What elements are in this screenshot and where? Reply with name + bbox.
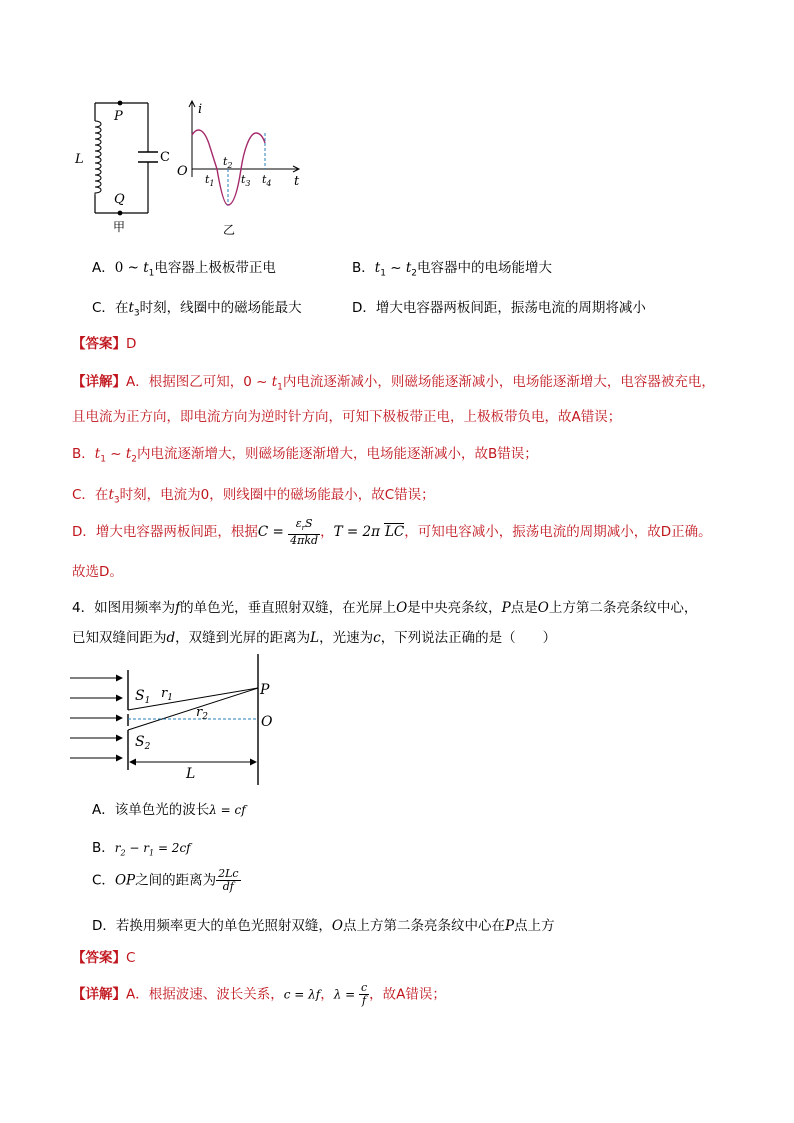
point-p	[118, 101, 123, 106]
q3-option-d: D．增大电容器两板间距，振荡电流的周期将减小	[352, 300, 646, 316]
q4-stem-line2: 已知双缝间距为d，双缝到光屏的距离为L，光速为c，下列说法正确的是（ ）	[72, 630, 557, 646]
op-distance-fraction: $\frac{2Lc}{df}$	[218, 867, 239, 893]
answer-value: D	[126, 336, 137, 352]
q4-option-c: C．OP之间的距离为 $\frac{2Lc}{df}$	[92, 867, 239, 893]
label-c: C	[160, 150, 170, 165]
answer-label: 【答案】	[72, 950, 126, 966]
q4-answer	[72, 946, 135, 966]
double-slit-figure	[68, 652, 288, 787]
current-waveform-figure	[170, 97, 310, 242]
label-l: L	[186, 766, 196, 782]
q3-detail-d: D．增大电容器两板间距，根据C = $\frac{\varepsilon_rS}{\text{4πkd}}$ ，T = 2π LC，可知电容减小，振荡电流的周期减小，故D正确。	[72, 517, 712, 548]
q3-detail-a-line2: 且电流为正方向，即电流方向为逆时针方向，可知下极板带正电，上极板带负电，故A错误；	[72, 409, 622, 425]
caption-jia: 甲	[113, 220, 126, 234]
q3-detail-b: B．$t_1$ ~ $t_2$内电流逐渐增大，则磁场能逐渐增大，电场能逐渐减小，故B错误；	[72, 446, 538, 465]
q4-detail-a: 【详解】A．根据波速、波长关系，c = λf，λ = $\frac{c}{f}$ ，故A错误；	[72, 981, 446, 1007]
point-q	[118, 211, 123, 216]
path-r2	[128, 688, 258, 730]
answer-value: C	[126, 950, 136, 966]
label-s1: $S_1$	[135, 688, 151, 706]
label-r2: $r_2$	[196, 705, 208, 722]
t3-label: $t_3$	[241, 173, 251, 188]
q3-answer	[72, 332, 136, 352]
label-o: O	[261, 714, 273, 730]
q4-option-a: A．该单色光的波长λ = cf	[92, 802, 246, 818]
q3-option-c: C．在$t_3$时刻，线圈中的磁场能最大	[92, 300, 302, 319]
q4-option-b: B．$r_2 - r_1 = 2cf$	[92, 840, 191, 858]
label-p: P	[114, 109, 123, 124]
t1-label: $t_1$	[205, 173, 215, 188]
label-r1: $r_1$	[161, 686, 173, 703]
answer-label: 【答案】	[72, 336, 126, 352]
t4-label: $t_4$	[262, 173, 272, 188]
axis-i-label: i	[198, 102, 203, 117]
q3-option-a: A．0 ~ $t_1$电容器上极板带正电	[92, 260, 276, 279]
label-p: P	[260, 682, 270, 698]
q3-detail-a-line1: 【详解】A．根据图乙可知，0 ~ $t_1$内电流逐渐减小，则磁场能逐渐减小，电场能逐渐增大，电容器被充电，	[72, 374, 715, 393]
q4-stem-line1: 4．如图用频率为f的单色光，垂直照射双缝，在光屏上O是中央亮条纹，P点是O上方第二条亮条纹中心，	[72, 600, 698, 616]
label-q: Q	[114, 192, 125, 207]
label-s2: $S_2$	[135, 734, 151, 752]
t2-label: $t_2$	[223, 155, 233, 170]
lc-circuit-figure	[70, 95, 180, 245]
axis-t-label: t	[294, 174, 300, 189]
capacitance-formula: C = $\frac{\varepsilon_rS}{\text{4πkd}}$	[257, 517, 319, 548]
caption-yi: 乙	[223, 223, 236, 237]
inductor-coil	[95, 121, 101, 195]
q3-detail-c: C．在$t_3$时刻，电流为0，则线圈中的磁场能最小，故C错误；	[72, 487, 435, 506]
period-formula: T = 2π LC	[333, 524, 405, 541]
origin-label: O	[177, 164, 188, 179]
q4-option-d: D．若换用频率更大的单色光照射双缝，O点上方第二条亮条纹中心在P点上方	[92, 918, 555, 934]
label-l: L	[75, 152, 84, 167]
q3-option-b: B．$t_1$ ~ $t_2$电容器中的电场能增大	[352, 260, 553, 279]
q3-conclusion: 故选D。	[72, 564, 123, 580]
